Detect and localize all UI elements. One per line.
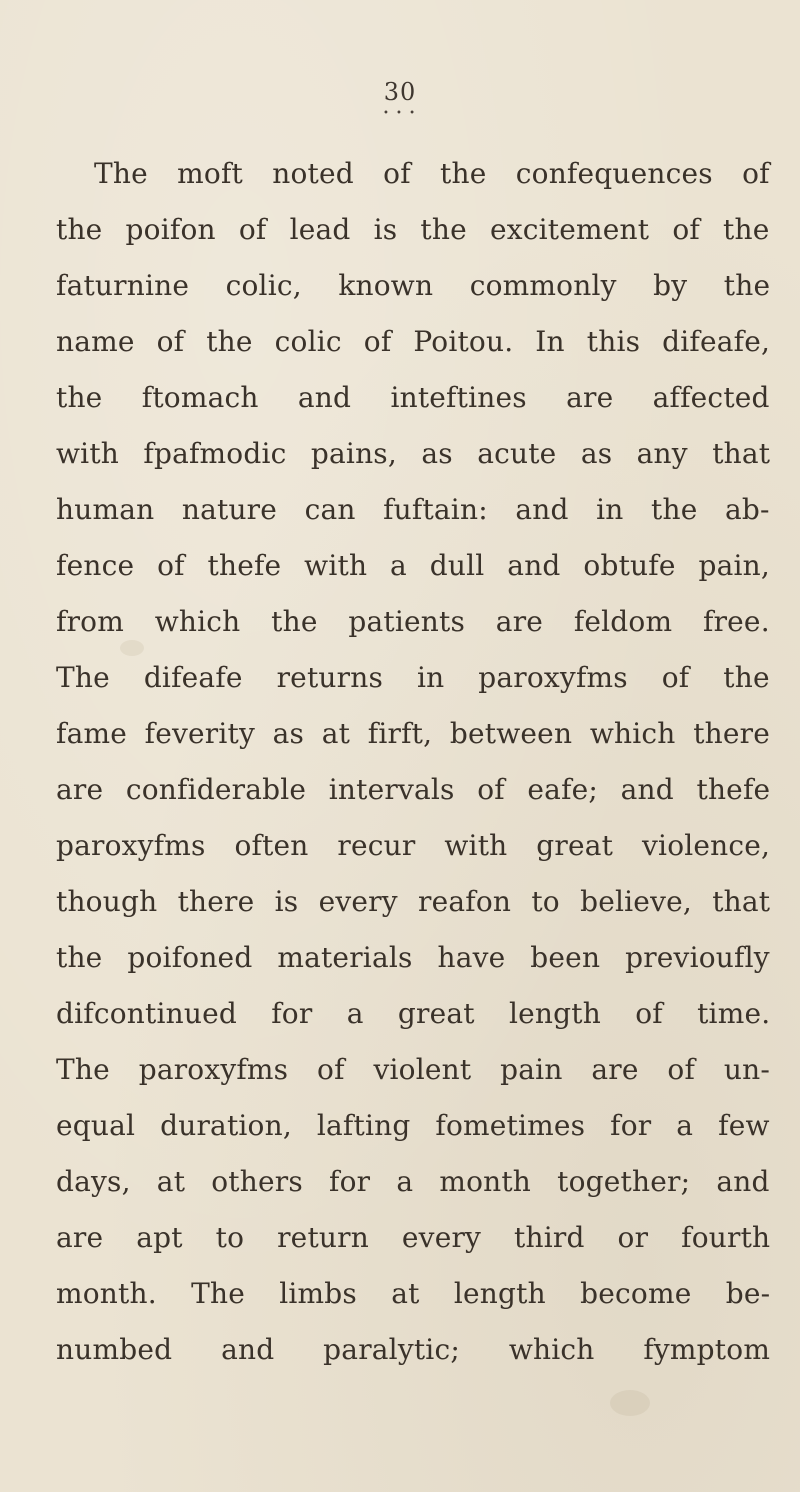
text-line: fame feverity as at firft, between which there — [56, 717, 771, 750]
text-line: days, at others for a month together; and — [56, 1165, 770, 1198]
text-line: The paroxyfms of violent pain are of un- — [56, 1053, 770, 1086]
text-line: are apt to return every third or fourth — [56, 1221, 771, 1254]
text-line: equal duration, lafting fometimes for a few — [56, 1109, 770, 1142]
text-line: difcontinued for a great length of time. — [56, 997, 771, 1030]
text-line: numbed and paralytic; which fymptom — [56, 1333, 771, 1366]
text-line: with fpafmodic pains, as acute as any that — [56, 437, 771, 470]
text-line: name of the colic of Poitou. In this difeafe, — [56, 325, 771, 358]
text-line: human nature can fuftain: and in the ab- — [56, 493, 770, 526]
text-line: from which the patients are feldom free. — [56, 605, 770, 638]
text-line: are confiderable intervals of eafe; and thefe — [56, 773, 771, 806]
text-line: month. The limbs at length become be- — [56, 1277, 771, 1310]
text-line: the poifoned materials have been previoufly — [56, 941, 770, 974]
paper-stain — [120, 640, 144, 656]
text-line: fence of thefe with a dull and obtufe pain, — [56, 549, 770, 582]
text-line: faturnine colic, known commonly by the — [56, 269, 771, 302]
page-ornament: • • • — [382, 108, 418, 119]
text-line: paroxyfms often recur with great violence, — [56, 829, 771, 862]
paper-stain — [610, 1390, 650, 1416]
text-line: The difeafe returns in paroxyfms of the — [56, 661, 770, 694]
page-number: 30 — [383, 78, 417, 106]
text-line: The moft noted of the confequences of — [94, 157, 770, 190]
text-line: the poifon of lead is the excitement of the — [56, 213, 770, 246]
text-line: though there is every reafon to believe, that — [56, 885, 771, 918]
text-line: the ftomach and inteftines are affected — [56, 381, 770, 414]
